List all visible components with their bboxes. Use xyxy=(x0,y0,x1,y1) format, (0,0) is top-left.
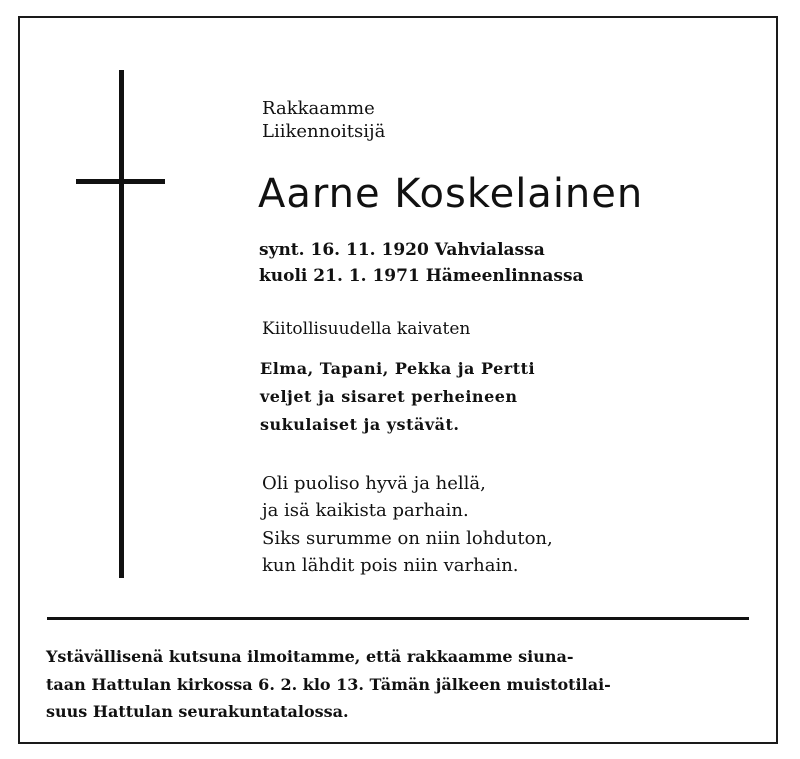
deceased-name: Aarne Koskelainen xyxy=(258,171,644,217)
section-divider xyxy=(47,617,749,620)
notice-line-2: taan Hattulan kirkossa 6. 2. klo 13. Tämän jälkeen muistotilai- xyxy=(46,675,611,694)
mourner-line-1: Elma, Tapani, Pekka ja Pertti xyxy=(260,359,536,378)
death-date: kuoli 21. 1. 1971 Hämeenlinnassa xyxy=(259,266,584,286)
cross-horizontal-bar xyxy=(76,179,165,184)
poem-line-2: ja isä kaikista parhain. xyxy=(262,500,469,521)
notice-line-3: suus Hattulan seurakuntatalossa. xyxy=(46,702,349,721)
announcement-border xyxy=(18,16,778,744)
intro-line-1: Rakkaamme xyxy=(262,98,375,119)
poem-line-1: Oli puoliso hyvä ja hellä, xyxy=(262,473,486,494)
cross-vertical-bar xyxy=(119,70,124,578)
birth-date: synt. 16. 11. 1920 Vahvialassa xyxy=(259,240,545,260)
poem-line-3: Siks surumme on niin lohduton, xyxy=(262,528,553,549)
notice-line-1: Ystävällisenä kutsuna ilmoitamme, että rakkaamme siuna- xyxy=(46,647,574,666)
mourner-line-2: veljet ja sisaret perheineen xyxy=(260,387,518,406)
mourning-phrase: Kiitollisuudella kaivaten xyxy=(262,319,471,339)
poem-line-4: kun lähdit pois niin varhain. xyxy=(262,555,519,576)
mourner-line-3: sukulaiset ja ystävät. xyxy=(260,415,460,434)
intro-line-2: Liikennoitsijä xyxy=(262,121,386,142)
